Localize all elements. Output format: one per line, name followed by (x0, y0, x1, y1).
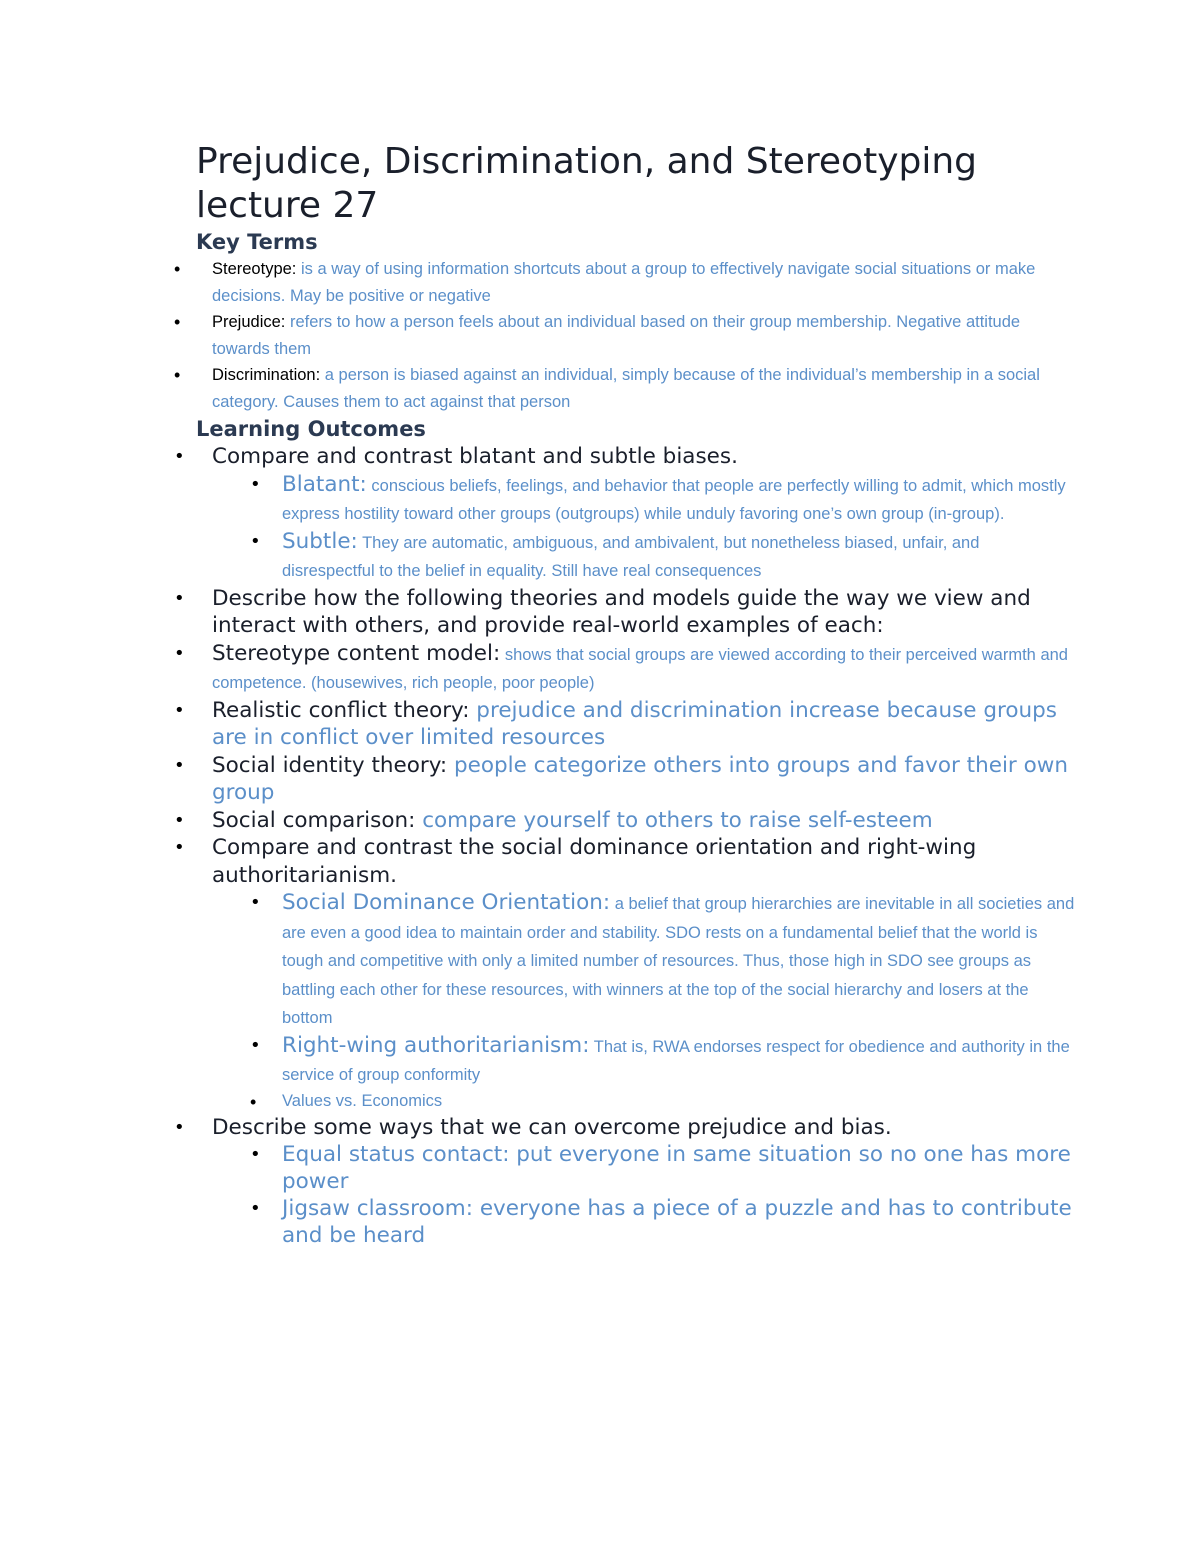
sub-item-equal-status (250, 1141, 1076, 1195)
bullet-icon: • (174, 365, 181, 385)
outcome-detail: compare yourself to others to raise self-esteem (415, 807, 933, 833)
bullet-icon: • (174, 754, 185, 776)
key-terms-list (174, 256, 1076, 415)
sub-item-text: They are automatic, ambiguous, and ambivalent, but nonetheless biased, unfair, and disrespectful to the belief in equality. Still have real consequences (282, 533, 980, 580)
outcome-text: Compare and contrast the social dominance orientation and right-wing authoritarianism. (212, 835, 977, 888)
outcome-social-comparison (174, 807, 1076, 835)
sub-item-label: Subtle: (282, 528, 358, 554)
sub-item-text: Equal status contact: put everyone in same situation so no one has more power (282, 1142, 1071, 1194)
outcome-text: Describe how the following theories and models guide the way we view and interact with others, and provide real-world examples of each: (212, 585, 1031, 638)
sub-item-text: Values vs. Economics (282, 1091, 443, 1110)
bullet-icon: • (250, 1034, 261, 1056)
sub-item-blatant (250, 471, 1076, 528)
outcome-label: Social identity theory: (212, 752, 448, 778)
sub-item-text: Jigsaw classroom: everyone has a piece of a puzzle and has to contribute and be heard (282, 1196, 1072, 1248)
outcome-label: Stereotype content model: (212, 640, 501, 666)
sub-item-text: That is, RWA endorses respect for obedience and authority in the service of group conformity (282, 1037, 1070, 1084)
sub-item-rwa (250, 1032, 1076, 1089)
term-definition: is a way of using information shortcuts about a group to effectively navigate social situations or make decisions. May be positive or negative (212, 260, 1036, 305)
outcome-text: Compare and contrast blatant and subtle biases. (212, 444, 738, 469)
outcome-sdo-rwa (174, 834, 1076, 889)
sub-item-label: Blatant: (282, 471, 367, 497)
outcome-label: Realistic conflict theory: (212, 697, 470, 723)
document-title: Prejudice, Discrimination, and Stereotyping lecture 27 (196, 141, 978, 226)
sub-item-sdo (250, 889, 1076, 1032)
sub-item-label: Right-wing authoritarianism: (282, 1032, 590, 1058)
outcome-social-identity (174, 752, 1076, 807)
outcome-theories (174, 585, 1076, 640)
bullet-icon: • (250, 1144, 261, 1165)
document-body (174, 140, 1076, 1249)
sub-item-label: Social Dominance Orientation: (282, 890, 611, 915)
bullet-icon: • (174, 837, 185, 858)
bullet-icon: • (250, 473, 261, 495)
sub-item-text: a belief that group hierarchies are inevitable in all societies and are even a good idea to maintain order and stability. SDO rests on a fundamental belief that the world is tough and competitive with only a limited number of resources. Thus, those high in SDO see groups as battling each other for these resources, with winners at the top of the social hierarchy and losers at the bottom (282, 895, 1075, 1027)
outcome-blatant-subtle (174, 443, 1076, 471)
outcome-realistic-conflict (174, 697, 1076, 752)
bullet-icon: • (174, 642, 185, 664)
outcome-label: Social comparison: (212, 807, 416, 833)
bullet-icon: • (174, 312, 181, 332)
key-terms-heading: Key Terms (196, 230, 318, 254)
key-term-prejudice (174, 309, 1076, 362)
bullet-icon: • (174, 809, 185, 831)
sub-item-text: conscious beliefs, feelings, and behavior that people are perfectly willing to admit, which mostly express hostility toward other groups (outgroups) while unduly favoring one’s own group (in-group). (282, 476, 1066, 523)
bullet-icon: • (174, 699, 185, 721)
learning-outcomes-heading: Learning Outcomes (196, 417, 426, 441)
term-label: Discrimination: (212, 366, 321, 384)
bullet-icon: • (174, 446, 185, 467)
sub-item-subtle (250, 528, 1076, 585)
outcome-stereotype-content-model (174, 640, 1076, 697)
key-term-discrimination (174, 362, 1076, 415)
term-definition: a person is biased against an individual, simply because of the individual’s membership in a social category. Causes them to act against that person (212, 366, 1040, 411)
bullet-icon: • (250, 1091, 257, 1112)
sub-item-values (250, 1089, 1076, 1114)
bullet-icon: • (174, 587, 185, 609)
key-term-stereotype (174, 256, 1076, 309)
sub-item-jigsaw (250, 1195, 1076, 1249)
outcome-overcome-prejudice (174, 1114, 1076, 1142)
term-definition: refers to how a person feels about an individual based on their group membership. Negative attitude towards them (212, 313, 1021, 358)
outcome-detail: people categorize others into groups and favor their own group (212, 752, 1068, 805)
outcome-detail: prejudice and discrimination increase because groups are in conflict over limited resources (212, 697, 1057, 750)
term-label: Stereotype: (212, 260, 297, 278)
outcome-detail: shows that social groups are viewed according to their perceived warmth and competence. (housewives, rich people, poor people) (212, 645, 1068, 692)
bullet-icon: • (174, 259, 181, 279)
bullet-icon: • (174, 1116, 185, 1138)
bullet-icon: • (250, 1198, 261, 1219)
term-label: Prejudice: (212, 313, 286, 331)
bullet-icon: • (250, 530, 261, 552)
learning-outcomes-list (174, 443, 1076, 1249)
bullet-icon: • (250, 892, 261, 913)
outcome-text: Describe some ways that we can overcome prejudice and bias. (212, 1114, 892, 1140)
